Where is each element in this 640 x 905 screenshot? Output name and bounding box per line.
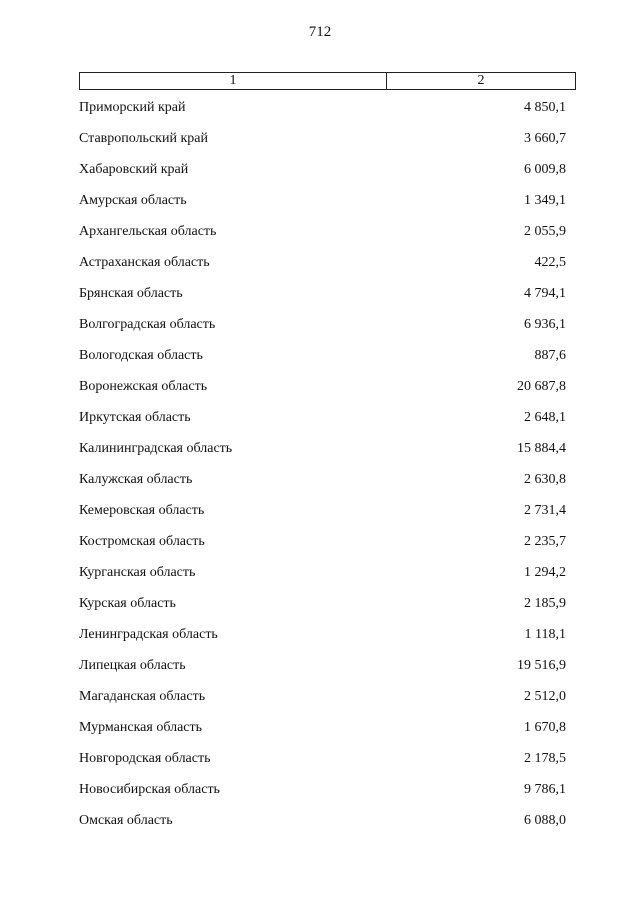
- region-value: 19 516,9: [517, 658, 566, 673]
- table-row: [79, 503, 566, 534]
- region-name: Омская область: [79, 813, 173, 828]
- region-name: Кемеровская область: [79, 503, 205, 518]
- table-row: [79, 131, 566, 162]
- region-value: 887,6: [534, 348, 566, 363]
- region-value: 20 687,8: [517, 379, 566, 394]
- region-value: 2 235,7: [524, 534, 566, 549]
- page-number: 712: [308, 24, 332, 40]
- region-name: Калужская область: [79, 472, 193, 487]
- region-value: 2 512,0: [524, 689, 566, 704]
- region-value: 6 009,8: [524, 162, 566, 177]
- region-value: 1 349,1: [524, 193, 566, 208]
- region-name: Липецкая область: [79, 658, 186, 673]
- table-row: [79, 317, 566, 348]
- region-value: 4 794,1: [524, 286, 566, 301]
- table-row: [79, 100, 566, 131]
- region-value: 2 630,8: [524, 472, 566, 487]
- region-value: 1 670,8: [524, 720, 566, 735]
- region-name: Вологодская область: [79, 348, 203, 363]
- region-value: 2 731,4: [524, 503, 566, 518]
- table-row: [79, 286, 566, 317]
- table-row: [79, 689, 566, 720]
- region-name: Ленинградская область: [79, 627, 218, 642]
- table-row: [79, 348, 566, 379]
- region-name: Курская область: [79, 596, 176, 611]
- table-row: [79, 596, 566, 627]
- region-name: Амурская область: [79, 193, 187, 208]
- region-value: 9 786,1: [524, 782, 566, 797]
- region-value: 2 178,5: [524, 751, 566, 766]
- region-value: 3 660,7: [524, 131, 566, 146]
- column-header-2: 2: [477, 73, 485, 88]
- region-name: Мурманская область: [79, 720, 203, 735]
- region-value: 4 850,1: [524, 100, 566, 115]
- region-name: Костромская область: [79, 534, 205, 549]
- region-name: Приморский край: [79, 100, 186, 115]
- table-row: [79, 193, 566, 224]
- region-name: Курганская область: [79, 565, 196, 580]
- table-row: [79, 534, 566, 565]
- region-value: 2 185,9: [524, 596, 566, 611]
- region-value: 2 648,1: [524, 410, 566, 425]
- region-name: Хабаровский край: [79, 162, 189, 177]
- table-row: [79, 782, 566, 813]
- table-row: [79, 751, 566, 782]
- table-row: [79, 658, 566, 689]
- region-name: Воронежская область: [79, 379, 208, 394]
- region-name: Брянская область: [79, 286, 183, 301]
- region-name: Новгородская область: [79, 751, 211, 766]
- region-value: 6 088,0: [524, 813, 566, 828]
- region-name: Ставропольский край: [79, 131, 208, 146]
- column-header-1: 1: [80, 73, 387, 89]
- region-value: 2 055,9: [524, 224, 566, 239]
- table-row: [79, 565, 566, 596]
- table-body: [79, 100, 566, 844]
- region-name: Астраханская область: [79, 255, 210, 270]
- table-row: [79, 472, 566, 503]
- region-name: Волгоградская область: [79, 317, 216, 332]
- region-value: 422,5: [534, 255, 566, 270]
- table-header: [79, 72, 576, 90]
- table-row: [79, 720, 566, 751]
- region-value: 6 936,1: [524, 317, 566, 332]
- region-name: Архангельская область: [79, 224, 217, 239]
- region-value: 1 118,1: [524, 627, 566, 642]
- region-value: 15 884,4: [517, 441, 566, 456]
- region-name: Калининградская область: [79, 441, 233, 456]
- region-value: 1 294,2: [524, 565, 566, 580]
- table-row: [79, 410, 566, 441]
- region-name: Иркутская область: [79, 410, 191, 425]
- table-row: [79, 379, 566, 410]
- region-name: Новосибирская область: [79, 782, 220, 797]
- table-row: [79, 627, 566, 658]
- table-row: [79, 441, 566, 472]
- region-name: Магаданская область: [79, 689, 206, 704]
- table-row: [79, 224, 566, 255]
- table-row: [79, 255, 566, 286]
- table-row: [79, 813, 566, 844]
- table-row: [79, 162, 566, 193]
